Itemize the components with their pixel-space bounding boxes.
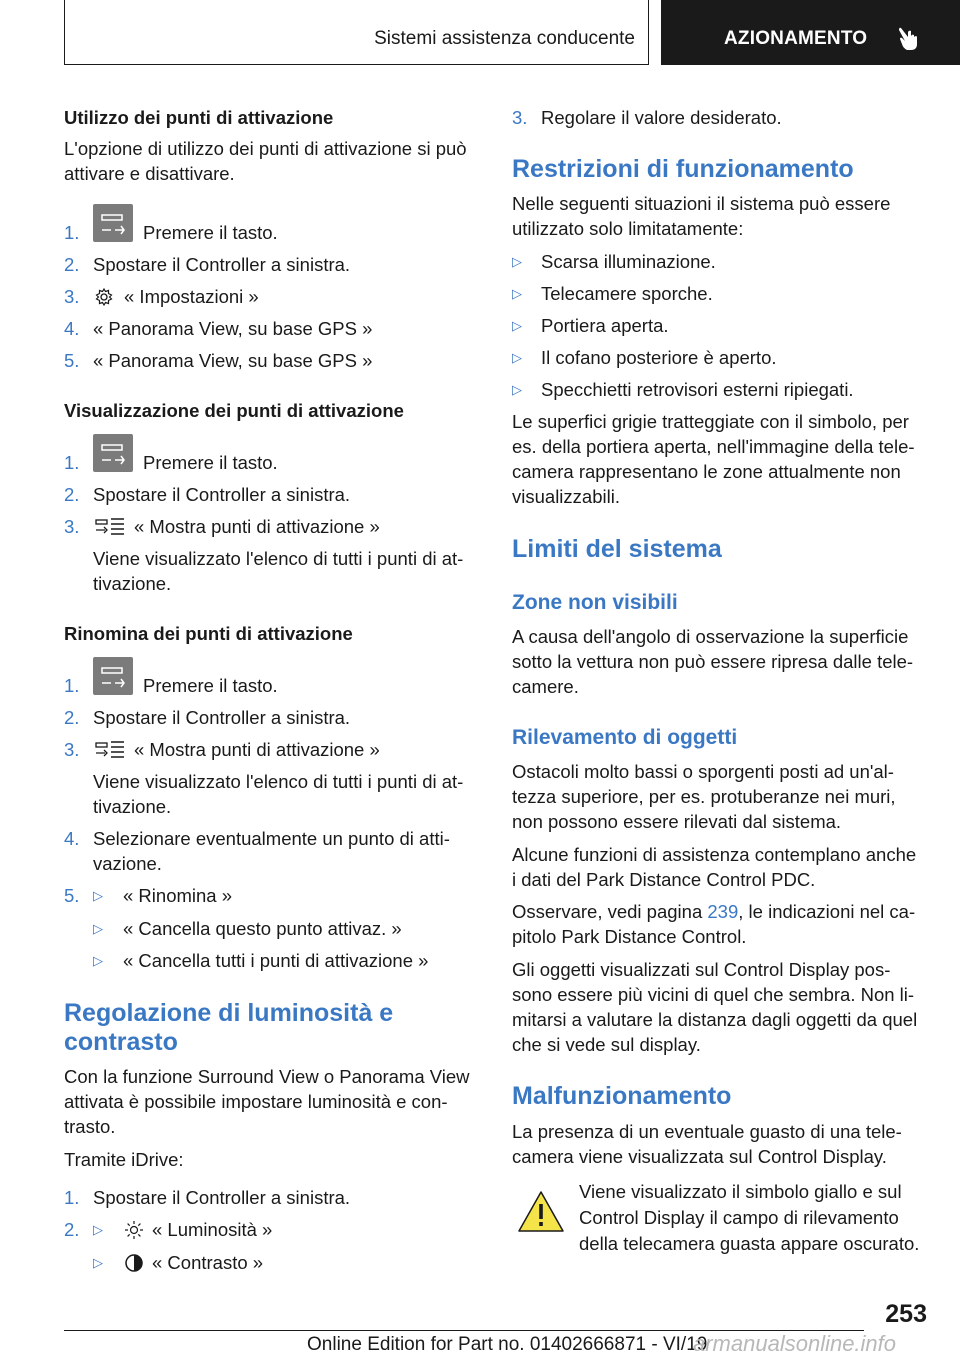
paragraph-line: utilizzato solo limitatamente:	[512, 218, 744, 239]
section-heading: contrasto	[64, 1028, 178, 1056]
paragraph-line: Viene visualizzato l'elenco di tutti i punti di at-	[93, 771, 464, 792]
page-header	[0, 0, 960, 66]
warning-text: Control Display il campo di rilevamento	[579, 1207, 899, 1228]
step-text: « Panorama View, su base GPS »	[93, 350, 373, 371]
bullet-text: « Cancella questo punto attivaz. »	[123, 918, 402, 939]
bullet-triangle-icon: ▷	[512, 382, 522, 397]
paragraph-line: Alcune funzioni di assistenza contemplano anche	[512, 844, 917, 865]
bullet-text: Telecamere sporche.	[541, 283, 713, 304]
paragraph-line: Ostacoli molto bassi o sporgenti posti ad un'al-	[512, 761, 894, 782]
step-text: Premere il tasto.	[143, 452, 278, 473]
text-span: , le indicazioni nel ca-	[738, 901, 916, 922]
paragraph-line: Tramite iDrive:	[64, 1149, 184, 1170]
paragraph-line: non possono essere rilevati dal sistema.	[512, 811, 842, 832]
header-section-title: Sistemi assistenza conducente	[374, 28, 635, 49]
paragraph-line: mitarsi a valutare la distanza dagli oggetti da quel	[512, 1009, 918, 1030]
camera-button-icon	[93, 204, 133, 242]
list-points-icon	[95, 739, 125, 759]
paragraph-line: Nelle seguenti situazioni il sistema può essere	[512, 193, 891, 214]
step-text: Premere il tasto.	[143, 222, 278, 243]
paragraph-line: La presenza di un eventuale guasto di una tele-	[512, 1121, 902, 1142]
step-number: 2.	[64, 484, 80, 505]
warning-triangle-icon	[516, 1189, 566, 1235]
step-number: 3.	[64, 739, 80, 760]
section-title-use-points: Utilizzo dei punti di attivazione	[64, 107, 334, 128]
subsection-heading: Zone non visibili	[512, 591, 678, 614]
paragraph-line: camera rappresentano le zone attualmente non	[512, 461, 901, 482]
section-heading: Restrizioni di funzionamento	[512, 155, 854, 183]
bullet-triangle-icon: ▷	[93, 953, 103, 968]
step-number: 4.	[64, 318, 80, 339]
paragraph-line: tivazione.	[93, 796, 172, 817]
paragraph-line: L'opzione di utilizzo dei punti di attivazione si può	[64, 138, 467, 159]
paragraph-line: A causa dell'angolo di osservazione la superficie	[512, 626, 909, 647]
step-text: « Panorama View, su base GPS »	[93, 318, 373, 339]
paragraph-line: attivare e disattivare.	[64, 163, 235, 184]
paragraph-line: tivazione.	[93, 573, 172, 594]
header-chapter-tab	[661, 0, 960, 65]
page-number: 253	[885, 1300, 927, 1328]
paragraph-line: visualizzabili.	[512, 486, 620, 507]
step-number: 1.	[64, 452, 80, 473]
paragraph-line: Viene visualizzato l'elenco di tutti i punti di at-	[93, 548, 464, 569]
step-text: Selezionare eventualmente un punto di atti-	[93, 828, 450, 849]
page-link[interactable]: 239	[707, 901, 739, 922]
bullet-triangle-icon: ▷	[93, 921, 103, 936]
step-text: Spostare il Controller a sinistra.	[93, 707, 351, 728]
bullet-triangle-icon: ▷	[512, 318, 522, 333]
step-number: 2.	[64, 707, 80, 728]
paragraph-line: trasto.	[64, 1116, 116, 1137]
paragraph-line: pitolo Park Distance Control.	[512, 926, 747, 947]
paragraph-line: tezza superiore, per es. protuberanze nei muri,	[512, 786, 896, 807]
contrast-icon	[124, 1253, 144, 1273]
bullet-text: Portiera aperta.	[541, 315, 669, 336]
step-number: 5.	[64, 350, 80, 371]
bullet-triangle-icon: ▷	[512, 350, 522, 365]
paragraph-line: camere.	[512, 676, 579, 697]
bullet-triangle-icon: ▷	[93, 888, 103, 903]
subsection-heading: Rilevamento di oggetti	[512, 726, 738, 749]
bullet-text: « Rinomina »	[123, 885, 233, 906]
bullet-triangle-icon: ▷	[512, 286, 522, 301]
step-number: 1.	[64, 1187, 80, 1208]
section-heading: Regolazione di luminosità e	[64, 999, 394, 1027]
warning-text: Viene visualizzato il simbolo giallo e sul	[579, 1181, 902, 1202]
pointing-hand-icon	[897, 26, 921, 52]
section-heading: Limiti del sistema	[512, 535, 722, 563]
step-number: 1.	[64, 675, 80, 696]
step-text: Spostare il Controller a sinistra.	[93, 254, 351, 275]
paragraph-line: attivata è possibile impostare luminosità e con-	[64, 1091, 448, 1112]
bullet-triangle-icon: ▷	[512, 254, 522, 269]
bullet-text: Il cofano posteriore è aperto.	[541, 347, 777, 368]
step-number: 1.	[64, 222, 80, 243]
section-heading: Malfunzionamento	[512, 1082, 732, 1110]
bullet-triangle-icon: ▷	[93, 1255, 103, 1270]
paragraph-line: sono essere più vicini di quel che sembra. Non li-	[512, 984, 915, 1005]
warning-text: della telecamera guasta appare oscurato.	[579, 1233, 920, 1254]
paragraph-line: Le superfici grigie tratteggiate con il simbolo, per	[512, 411, 909, 432]
header-chapter-title: AZIONAMENTO	[724, 28, 868, 49]
section-title-rename-points: Rinomina dei punti di attivazione	[64, 623, 353, 644]
bullet-text: Specchietti retrovisori esterni ripiegati.	[541, 379, 854, 400]
paragraph-line	[512, 899, 915, 924]
paragraph-line: che si vede sul display.	[512, 1034, 701, 1055]
step-number: 5.	[64, 885, 80, 906]
step-number: 2.	[64, 254, 80, 275]
watermark: armanualsonline.info	[693, 1331, 897, 1356]
step-number: 4.	[64, 828, 80, 849]
paragraph-line: camera viene visualizzata sul Control Display.	[512, 1146, 887, 1167]
step-text: « Mostra punti di attivazione »	[134, 739, 380, 760]
step-text: Spostare il Controller a sinistra.	[93, 484, 351, 505]
paragraph-line: Con la funzione Surround View o Panorama View	[64, 1066, 470, 1087]
list-points-icon	[95, 516, 125, 536]
camera-button-icon	[93, 657, 133, 695]
section-title-show-points: Visualizzazione dei punti di attivazione	[64, 400, 404, 421]
step-text: Spostare il Controller a sinistra.	[93, 1187, 351, 1208]
paragraph-line: es. della portiera aperta, nell'immagine della tele-	[512, 436, 915, 457]
step-text: Premere il tasto.	[143, 675, 278, 696]
footer-edition: Online Edition for Part no. 01402666871 - VI/19	[307, 1334, 708, 1355]
bullet-text: « Cancella tutti i punti di attivazione »	[123, 950, 429, 971]
step-text: « Impostazioni »	[124, 286, 259, 307]
bullet-text: « Luminosità »	[152, 1219, 273, 1240]
step-text: « Mostra punti di attivazione »	[134, 516, 380, 537]
camera-button-icon	[93, 434, 133, 472]
gear-icon	[94, 287, 114, 307]
step-number: 3.	[64, 286, 80, 307]
step-number: 2.	[64, 1219, 80, 1240]
step-number: 3.	[512, 107, 528, 128]
bullet-text: Scarsa illuminazione.	[541, 251, 716, 272]
paragraph-line: Gli oggetti visualizzati sul Control Display pos-	[512, 959, 891, 980]
brightness-icon	[124, 1220, 144, 1240]
step-number: 3.	[64, 516, 80, 537]
bullet-text: « Contrasto »	[152, 1252, 264, 1273]
paragraph-line: sotto la vettura non può essere ripresa dalle tele-	[512, 651, 914, 672]
bullet-triangle-icon: ▷	[93, 1222, 103, 1237]
step-text: Regolare il valore desiderato.	[541, 107, 782, 128]
step-text: vazione.	[93, 853, 162, 874]
text-span: Osservare, vedi pagina	[512, 901, 708, 922]
paragraph-line: i dati del Park Distance Control PDC.	[512, 869, 816, 890]
